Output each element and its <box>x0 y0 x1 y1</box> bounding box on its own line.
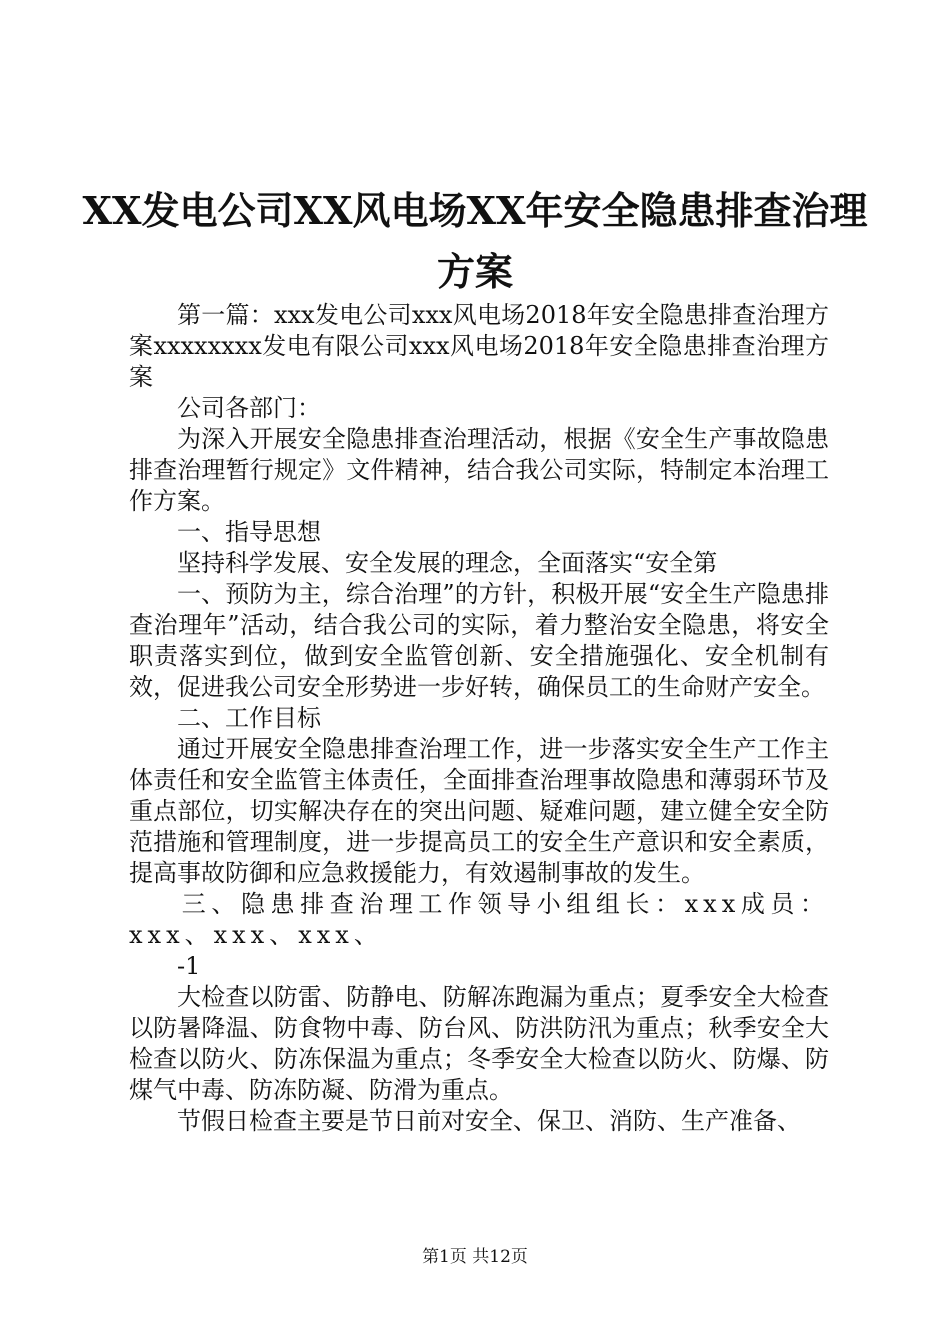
document-title-line-2: 方案 <box>436 249 513 294</box>
paragraph-guiding-ideology: 坚持科学发展、安全发展的理念，全面落实“安全第 <box>177 549 718 577</box>
paragraph-purpose: 为深入开展安全隐患排查治理活动，根据《安全生产事故隐患排查治理暂行规定》文件精神，结合我公司实际，特制定本治理工作方案。 <box>129 425 829 515</box>
document-title-line-1: XX发电公司XX风电场XX年安全隐患排查治理 <box>82 188 868 233</box>
section-heading-work-goals: 二、工作目标 <box>177 704 321 732</box>
paragraph-work-goals: 通过开展安全隐患排查治理工作，进一步落实安全生产工作主体责任和安全监管主体责任，全面排查治理事故隐患和薄弱环节及重点部位，切实解决存在的突出问题、疑难问题，建立健全安全防范措施和管理制度，进一步提高员工的安全生产意识和安全素质，提高事故防御和应急救援能力，有效遏制事故的发生。 <box>129 735 829 887</box>
document-body <box>129 300 829 1137</box>
paragraph-intro: 第一篇：xxx发电公司xxx风电场2018年安全隐患排查治理方案xxxxxxxx发电有限公司xxx风电场2018年安全隐患排查治理方案 <box>129 301 829 391</box>
paragraph-seasonal-inspection: 大检查以防雷、防静电、防解冻跑漏为重点；夏季安全大检查以防暑降温、防食物中毒、防台风、防洪防汛为重点；秋季安全大检查以防火、防冻保温为重点；冬季安全大检查以防火、防爆、防煤气中毒、防冻防凝、防滑为重点。 <box>129 983 829 1104</box>
paragraph-salutation: 公司各部门： <box>177 394 321 422</box>
paragraph-holiday-inspection: 节假日检查主要是节日前对安全、保卫、消防、生产准备、 <box>177 1107 801 1135</box>
paragraph-leadership-group: 三、隐患排查治理工作领导小组组长：xxx成员：xxx、xxx、xxx、 <box>129 890 829 949</box>
section-heading-guiding-ideology: 一、指导思想 <box>177 518 321 546</box>
page-footer: 第1页 共12页 <box>422 1247 528 1267</box>
paragraph-guiding-ideology-cont: 一、预防为主，综合治理”的方针，积极开展“安全生产隐患排查治理年”活动，结合我公司的实际，着力整治安全隐患，将安全职责落实到位，做到安全监管创新、安全措施强化、安全机制有效，促进我公司安全形势进一步好转，确保员工的生命财产安全。 <box>129 580 829 701</box>
paragraph-page-marker: -1 <box>177 952 201 980</box>
